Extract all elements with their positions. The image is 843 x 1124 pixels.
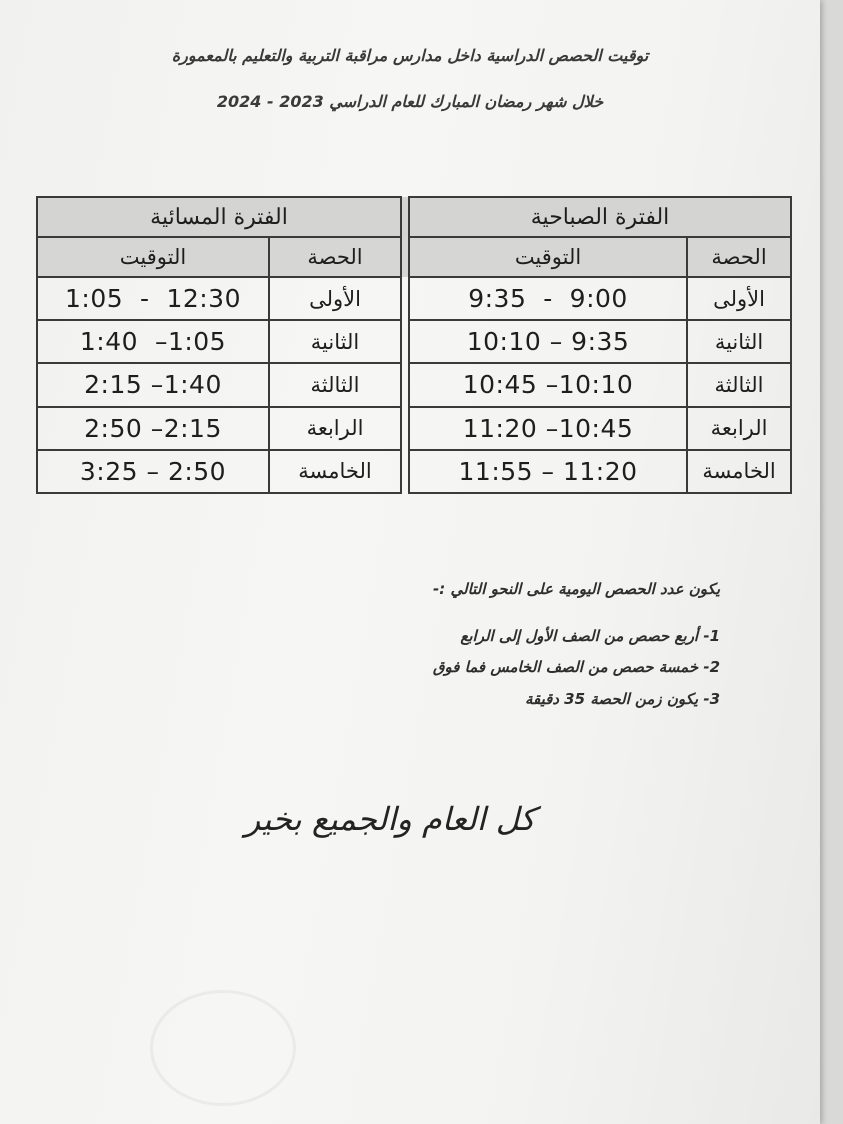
morning-session-time: 9:35 - 9:00	[409, 277, 687, 320]
title-line-1: توقيت الحصص الدراسية داخل مدارس مراقبة التربية والتعليم بالمعمورة	[171, 46, 649, 65]
evening-session-time: 1:40 –1:05	[37, 320, 269, 363]
evening-session-time: 2:15 –1:40	[37, 363, 269, 406]
morning-period-header: الفترة الصباحية	[409, 197, 791, 237]
morning-session-name: الثالثة	[687, 363, 791, 406]
evening-session-col-header: الحصة	[269, 237, 401, 277]
morning-session-time: 11:55 – 11:20	[409, 450, 687, 493]
morning-session-name: الخامسة	[687, 450, 791, 493]
table-row	[37, 407, 791, 450]
evening-session-name: الخامسة	[269, 450, 401, 493]
evening-session-name: الأولى	[269, 277, 401, 320]
morning-session-time: 10:10 – 9:35	[409, 320, 687, 363]
title-line-2: خلال شهر رمضان المبارك للعام الدراسي 2023 - 2024	[216, 92, 604, 111]
note-item: 1- أربع حصص من الصف الأول إلى الرابع	[460, 627, 720, 645]
evening-session-name: الثانية	[269, 320, 401, 363]
evening-session-time: 1:05 - 12:30	[37, 277, 269, 320]
table-header-periods	[37, 197, 791, 237]
evening-period-header: الفترة المسائية	[37, 197, 401, 237]
table-row	[37, 277, 791, 320]
morning-session-name: الأولى	[687, 277, 791, 320]
evening-session-name: الثالثة	[269, 363, 401, 406]
morning-session-time: 11:20 –10:45	[409, 407, 687, 450]
schedule-table	[36, 196, 792, 494]
note-item: 3- يكون زمن الحصة 35 دقيقة	[524, 690, 720, 708]
morning-session-col-header: الحصة	[687, 237, 791, 277]
closing-greeting: كل العام والجميع بخير	[244, 800, 536, 838]
evening-session-name: الرابعة	[269, 407, 401, 450]
notes-intro: يكون عدد الحصص اليومية على النحو التالي :-	[433, 580, 720, 598]
table-row	[37, 320, 791, 363]
morning-session-name: الرابعة	[687, 407, 791, 450]
table-row	[37, 363, 791, 406]
evening-session-time: 2:50 –2:15	[37, 407, 269, 450]
faded-stamp-icon	[150, 990, 296, 1106]
note-item: 2- خمسة حصص من الصف الخامس فما فوق	[432, 658, 720, 676]
table-row	[37, 450, 791, 493]
evening-timing-col-header: التوقيت	[37, 237, 269, 277]
morning-session-time: 10:45 –10:10	[409, 363, 687, 406]
morning-timing-col-header: التوقيت	[409, 237, 687, 277]
morning-session-name: الثانية	[687, 320, 791, 363]
table-header-columns	[37, 237, 791, 277]
evening-session-time: 3:25 – 2:50	[37, 450, 269, 493]
